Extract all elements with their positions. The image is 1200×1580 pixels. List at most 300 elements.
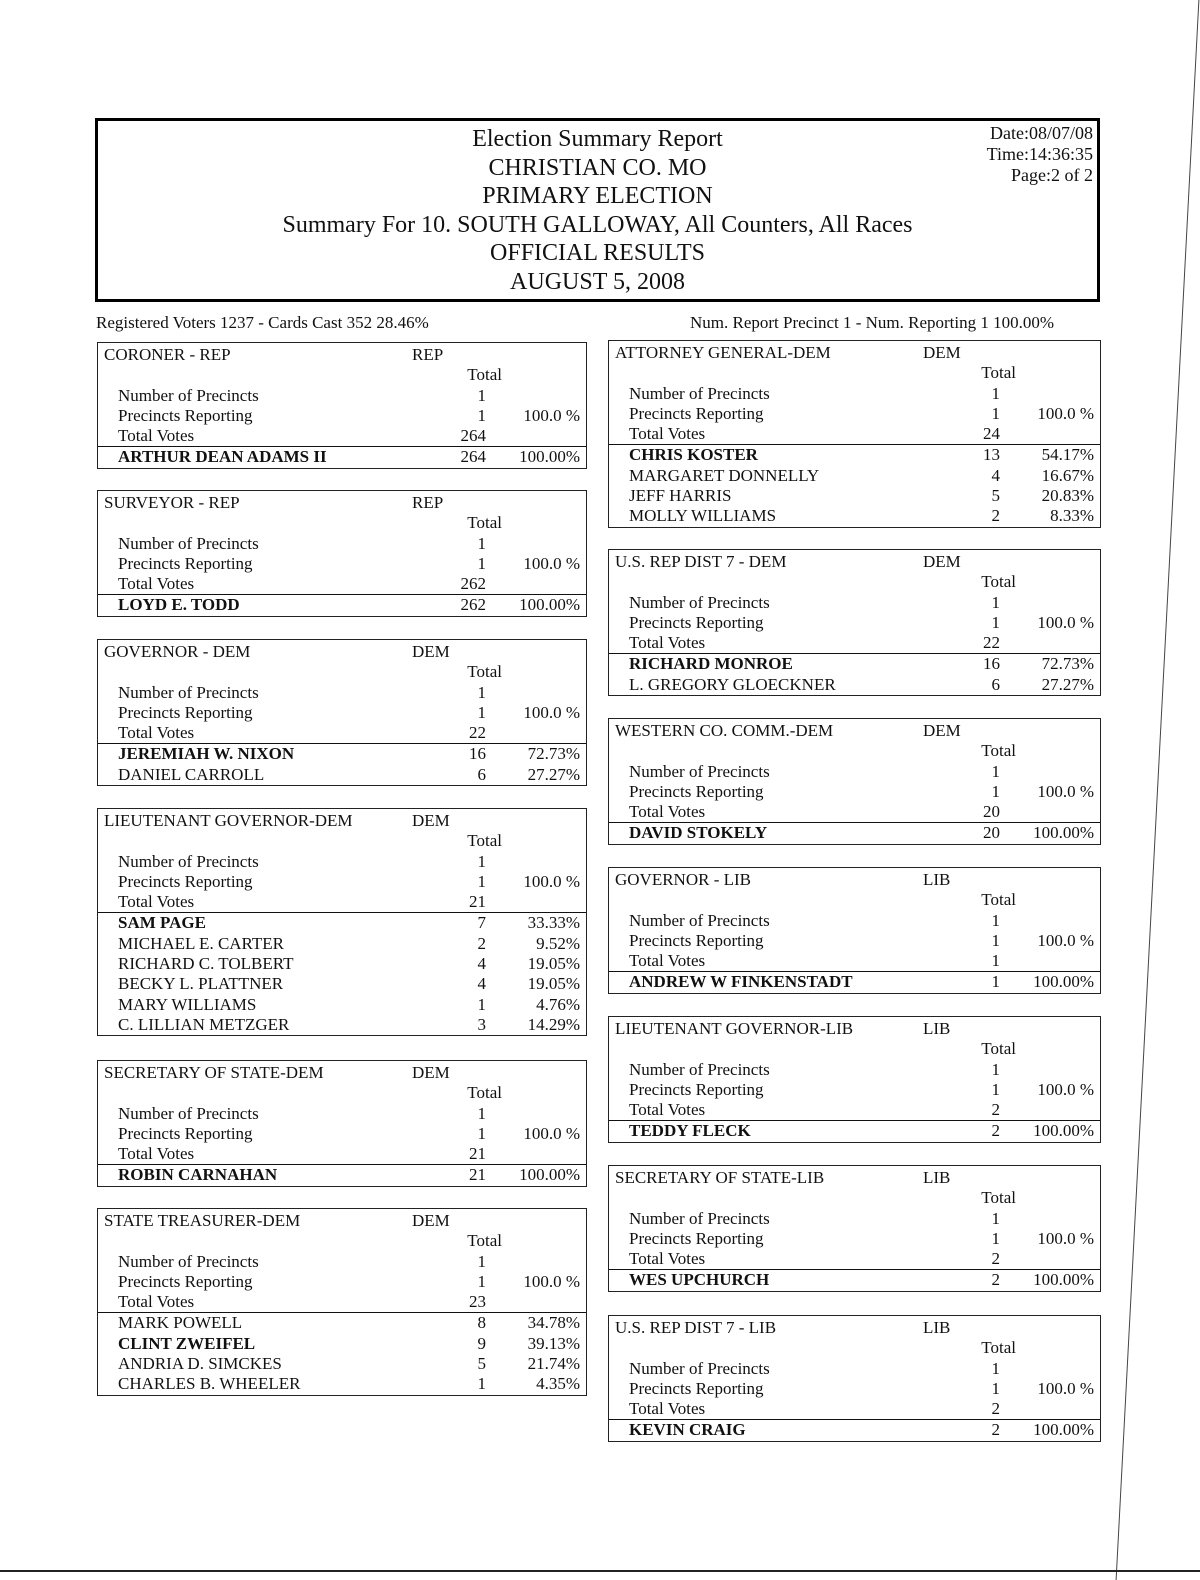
total-column-header: Total xyxy=(981,363,1016,383)
precincts-reporting-percent: 100.0 % xyxy=(523,1271,580,1291)
total-votes-label: Total Votes xyxy=(118,426,195,446)
total-column-header: Total xyxy=(981,1188,1016,1208)
report-title: Election Summary Report xyxy=(472,126,723,152)
number-of-precincts-value: 1 xyxy=(477,533,486,553)
number-of-precincts-value: 1 xyxy=(477,682,486,702)
candidate-name: ANDRIA D. SIMCKES xyxy=(118,1354,282,1374)
total-votes-value: 1 xyxy=(991,951,1000,971)
race-title: LIEUTENANT GOVERNOR-LIB xyxy=(615,1019,854,1038)
race-box xyxy=(97,490,587,617)
number-of-precincts-value: 1 xyxy=(991,383,1000,403)
race-row xyxy=(609,1399,1100,1419)
number-of-precincts-value: 1 xyxy=(991,761,1000,781)
candidate-percent: 100.00% xyxy=(1033,1270,1094,1290)
precincts-reporting-percent: 100.0 % xyxy=(1037,930,1094,950)
candidate-votes: 6 xyxy=(477,764,486,784)
total-votes-label: Total Votes xyxy=(629,802,706,822)
race-party: REP xyxy=(412,493,444,512)
number-of-precincts-label: Number of Precincts xyxy=(629,910,770,930)
candidate-percent: 27.27% xyxy=(1041,674,1094,694)
race-title: STATE TREASURER-DEM xyxy=(104,1211,301,1230)
candidate-name: DANIEL CARROLL xyxy=(118,764,265,784)
number-of-precincts-label: Number of Precincts xyxy=(629,1358,770,1378)
race-box xyxy=(608,867,1101,994)
race-row xyxy=(609,1318,1100,1338)
report-page: Page:2 of 2 xyxy=(1011,165,1093,185)
candidate-votes: 4 xyxy=(991,465,1000,485)
race-title: U.S. REP DIST 7 - DEM xyxy=(615,552,787,571)
candidate-percent: 100.00% xyxy=(519,595,580,615)
race-row xyxy=(609,1379,1100,1399)
total-votes-value: 2 xyxy=(991,1249,1000,1269)
precincts-reporting-label: Precincts Reporting xyxy=(629,612,764,632)
bottom-rule xyxy=(0,1570,1200,1572)
total-column-header: Total xyxy=(981,890,1016,910)
race-party: DEM xyxy=(412,1063,450,1082)
race-row xyxy=(98,534,586,554)
total-votes-value: 262 xyxy=(460,574,486,594)
race-row xyxy=(609,593,1100,613)
candidate-row xyxy=(98,446,586,467)
precincts-reporting-label: Precincts Reporting xyxy=(629,403,764,423)
total-votes-value: 22 xyxy=(469,723,486,743)
candidate-row xyxy=(609,653,1100,674)
race-row xyxy=(98,386,586,406)
candidate-row xyxy=(98,1015,586,1035)
race-row xyxy=(609,1359,1100,1379)
race-box xyxy=(608,1315,1101,1442)
candidate-name: MOLLY WILLIAMS xyxy=(629,506,777,526)
number-of-precincts-value: 1 xyxy=(991,1208,1000,1228)
candidate-votes: 5 xyxy=(477,1354,486,1374)
candidate-votes: 2 xyxy=(991,506,1000,526)
race-row xyxy=(98,345,586,365)
total-column-header: Total xyxy=(467,831,502,851)
race-title: LIEUTENANT GOVERNOR-DEM xyxy=(104,811,353,830)
race-title: WESTERN CO. COMM.-DEM xyxy=(615,721,834,740)
candidate-row xyxy=(609,506,1100,526)
race-row xyxy=(609,1100,1100,1120)
total-votes-value: 21 xyxy=(469,892,486,912)
race-row xyxy=(98,683,586,703)
candidate-row xyxy=(98,1374,586,1394)
candidate-row xyxy=(609,1269,1100,1290)
race-row xyxy=(98,662,586,682)
race-row xyxy=(98,892,586,912)
total-votes-label: Total Votes xyxy=(629,633,706,653)
candidate-votes: 21 xyxy=(469,1165,486,1185)
precincts-reporting-value: 1 xyxy=(991,612,1000,632)
race-row xyxy=(98,831,586,851)
candidate-votes: 4 xyxy=(477,974,486,994)
candidate-percent: 100.00% xyxy=(1033,1121,1094,1141)
candidate-name: MARK POWELL xyxy=(118,1313,243,1333)
number-of-precincts-label: Number of Precincts xyxy=(118,1103,259,1123)
total-votes-value: 264 xyxy=(460,426,486,446)
candidate-votes: 8 xyxy=(477,1313,486,1333)
total-votes-label: Total Votes xyxy=(118,1144,195,1164)
race-title: SURVEYOR - REP xyxy=(104,493,240,512)
total-column-header: Total xyxy=(467,1083,502,1103)
candidate-name: TEDDY FLECK xyxy=(629,1121,751,1141)
race-party: DEM xyxy=(923,721,961,740)
candidate-name: RICHARD MONROE xyxy=(629,654,793,674)
total-votes-label: Total Votes xyxy=(629,424,706,444)
race-row xyxy=(609,613,1100,633)
number-of-precincts-label: Number of Precincts xyxy=(629,592,770,612)
precincts-reporting-label: Precincts Reporting xyxy=(118,871,253,891)
candidate-name: ROBIN CARNAHAN xyxy=(118,1165,278,1185)
report-meta xyxy=(987,123,1093,186)
total-votes-label: Total Votes xyxy=(629,951,706,971)
number-of-precincts-value: 1 xyxy=(477,1251,486,1271)
race-row xyxy=(609,1229,1100,1249)
race-row xyxy=(609,1209,1100,1229)
race-row xyxy=(609,762,1100,782)
candidate-votes: 4 xyxy=(477,954,486,974)
candidate-name: CLINT ZWEIFEL xyxy=(118,1333,256,1353)
candidate-name: DAVID STOKELY xyxy=(629,823,768,843)
candidate-name: MARGARET DONNELLY xyxy=(629,465,820,485)
candidate-row xyxy=(609,971,1100,992)
number-of-precincts-label: Number of Precincts xyxy=(118,682,259,702)
election-date: AUGUST 5, 2008 xyxy=(510,268,685,295)
race-title: CORONER - REP xyxy=(104,345,231,364)
total-column-header: Total xyxy=(981,741,1016,761)
candidate-percent: 19.05% xyxy=(527,954,580,974)
total-votes-value: 21 xyxy=(469,1144,486,1164)
precincts-reporting-percent: 100.0 % xyxy=(1037,612,1094,632)
precincts-reporting-value: 1 xyxy=(991,930,1000,950)
candidate-name: JEREMIAH W. NIXON xyxy=(118,744,295,764)
precincts-reporting-label: Precincts Reporting xyxy=(118,405,253,425)
candidate-row xyxy=(609,1419,1100,1440)
candidate-percent: 20.83% xyxy=(1041,486,1094,506)
candidate-votes: 262 xyxy=(460,595,486,615)
race-title: ATTORNEY GENERAL-DEM xyxy=(615,343,831,362)
candidate-percent: 33.33% xyxy=(527,913,580,933)
number-of-precincts-value: 1 xyxy=(477,385,486,405)
candidate-votes: 2 xyxy=(991,1270,1000,1290)
candidate-row xyxy=(609,466,1100,486)
race-row xyxy=(98,513,586,533)
candidate-row xyxy=(98,765,586,785)
race-party: DEM xyxy=(412,642,450,661)
race-row xyxy=(609,1188,1100,1208)
race-row xyxy=(609,384,1100,404)
race-row xyxy=(609,802,1100,822)
race-row xyxy=(98,703,586,723)
total-votes-label: Total Votes xyxy=(118,723,195,743)
race-row xyxy=(609,931,1100,951)
total-column-header: Total xyxy=(981,572,1016,592)
number-of-precincts-label: Number of Precincts xyxy=(118,533,259,553)
race-row xyxy=(98,852,586,872)
total-votes-value: 2 xyxy=(991,1399,1000,1419)
total-votes-label: Total Votes xyxy=(629,1249,706,1269)
candidate-row xyxy=(609,822,1100,843)
total-votes-label: Total Votes xyxy=(118,892,195,912)
race-row xyxy=(98,811,586,831)
race-row xyxy=(98,493,586,513)
precincts-reporting-label: Precincts Reporting xyxy=(629,1378,764,1398)
candidate-name: BECKY L. PLATTNER xyxy=(118,974,284,994)
total-votes-value: 2 xyxy=(991,1100,1000,1120)
total-votes-label: Total Votes xyxy=(629,1399,706,1419)
race-row xyxy=(98,365,586,385)
race-party: DEM xyxy=(412,1211,450,1230)
candidate-name: JEFF HARRIS xyxy=(629,486,732,506)
precincts-reporting-value: 1 xyxy=(991,1079,1000,1099)
report-date: Date:08/07/08 xyxy=(990,123,1093,143)
race-party: DEM xyxy=(923,343,961,362)
total-column-header: Total xyxy=(467,662,502,682)
candidate-percent: 34.78% xyxy=(527,1313,580,1333)
precincts-reporting-label: Precincts Reporting xyxy=(118,1123,253,1143)
race-row xyxy=(98,1252,586,1272)
precincts-reporting-percent: 100.0 % xyxy=(523,702,580,722)
candidate-percent: 16.67% xyxy=(1041,465,1094,485)
race-box xyxy=(608,549,1101,696)
race-row xyxy=(609,363,1100,383)
number-of-precincts-label: Number of Precincts xyxy=(118,385,259,405)
candidate-row xyxy=(609,444,1100,465)
race-row xyxy=(98,554,586,574)
number-of-precincts-value: 1 xyxy=(991,1059,1000,1079)
candidate-name: MICHAEL E. CARTER xyxy=(118,933,284,953)
candidate-row xyxy=(98,1354,586,1374)
candidate-name: KEVIN CRAIG xyxy=(629,1420,746,1440)
candidate-percent: 100.00% xyxy=(1033,1420,1094,1440)
candidate-percent: 14.29% xyxy=(527,1014,580,1034)
candidate-votes: 1 xyxy=(991,972,1000,992)
total-votes-value: 20 xyxy=(983,802,1000,822)
results-status: OFFICIAL RESULTS xyxy=(490,240,705,266)
report-title-block xyxy=(98,125,1097,296)
precincts-reporting-percent: 100.0 % xyxy=(523,871,580,891)
candidate-name: RICHARD C. TOLBERT xyxy=(118,954,294,974)
precincts-reporting-label: Precincts Reporting xyxy=(629,781,764,801)
race-box xyxy=(97,1208,587,1396)
race-row xyxy=(98,426,586,446)
candidate-votes: 2 xyxy=(991,1121,1000,1141)
precincts-reporting-value: 1 xyxy=(477,553,486,573)
election-type: PRIMARY ELECTION xyxy=(482,183,713,209)
candidate-percent: 72.73% xyxy=(527,744,580,764)
total-votes-label: Total Votes xyxy=(629,1100,706,1120)
race-row xyxy=(98,406,586,426)
race-party: LIB xyxy=(923,1019,951,1038)
candidate-votes: 20 xyxy=(983,823,1000,843)
race-row xyxy=(609,633,1100,653)
race-title: U.S. REP DIST 7 - LIB xyxy=(615,1318,777,1337)
precincts-reporting-percent: 100.0 % xyxy=(523,1123,580,1143)
race-row xyxy=(98,723,586,743)
race-row xyxy=(98,1104,586,1124)
candidate-percent: 100.00% xyxy=(519,447,580,467)
race-title: GOVERNOR - DEM xyxy=(104,642,251,661)
candidate-row xyxy=(98,995,586,1015)
race-row xyxy=(609,782,1100,802)
candidate-row xyxy=(98,1334,586,1354)
race-row xyxy=(609,911,1100,931)
precincts-reporting-value: 1 xyxy=(477,405,486,425)
race-row xyxy=(98,872,586,892)
candidate-votes: 264 xyxy=(460,447,486,467)
total-column-header: Total xyxy=(467,365,502,385)
candidate-percent: 4.76% xyxy=(536,994,580,1014)
total-column-header: Total xyxy=(981,1338,1016,1358)
candidate-percent: 27.27% xyxy=(527,764,580,784)
precincts-reporting-value: 1 xyxy=(991,1378,1000,1398)
precincts-reporting-label: Precincts Reporting xyxy=(629,930,764,950)
candidate-row xyxy=(98,912,586,933)
race-row xyxy=(609,741,1100,761)
candidate-percent: 100.00% xyxy=(1033,972,1094,992)
report-header xyxy=(95,118,1100,302)
race-box xyxy=(608,340,1101,528)
candidate-votes: 3 xyxy=(477,1014,486,1034)
candidate-percent: 8.33% xyxy=(1050,506,1094,526)
race-row xyxy=(98,1231,586,1251)
race-row xyxy=(98,1211,586,1231)
registered-voters-summary: Registered Voters 1237 - Cards Cast 352 28.46% xyxy=(96,313,429,332)
candidate-votes: 2 xyxy=(477,933,486,953)
candidate-row xyxy=(98,1312,586,1333)
candidate-row xyxy=(609,675,1100,695)
race-row xyxy=(98,1144,586,1164)
race-row xyxy=(609,552,1100,572)
race-title: SECRETARY OF STATE-DEM xyxy=(104,1063,324,1082)
race-row xyxy=(609,343,1100,363)
race-row xyxy=(609,1338,1100,1358)
precincts-reporting-label: Precincts Reporting xyxy=(118,1271,253,1291)
precincts-reporting-label: Precincts Reporting xyxy=(629,1079,764,1099)
race-row xyxy=(98,1292,586,1312)
candidate-name: ARTHUR DEAN ADAMS II xyxy=(118,447,327,467)
race-row xyxy=(609,404,1100,424)
precincts-reporting-label: Precincts Reporting xyxy=(629,1228,764,1248)
total-column-header: Total xyxy=(467,513,502,533)
candidate-row xyxy=(609,486,1100,506)
precinct-reporting-summary: Num. Report Precinct 1 - Num. Reporting 1 100.00% xyxy=(690,313,1055,332)
candidate-votes: 7 xyxy=(477,913,486,933)
race-row xyxy=(609,1080,1100,1100)
race-box xyxy=(97,342,587,469)
precincts-reporting-percent: 100.0 % xyxy=(1037,403,1094,423)
race-party: REP xyxy=(412,345,444,364)
precincts-reporting-value: 1 xyxy=(991,781,1000,801)
race-row xyxy=(609,1019,1100,1039)
race-row xyxy=(98,1083,586,1103)
number-of-precincts-label: Number of Precincts xyxy=(629,383,770,403)
candidate-votes: 9 xyxy=(477,1333,486,1353)
precincts-reporting-percent: 100.0 % xyxy=(523,405,580,425)
race-row xyxy=(609,870,1100,890)
precincts-reporting-value: 1 xyxy=(477,1123,486,1143)
total-column-header: Total xyxy=(467,1231,502,1251)
number-of-precincts-value: 1 xyxy=(991,592,1000,612)
candidate-percent: 72.73% xyxy=(1041,654,1094,674)
report-time: Time:14:36:35 xyxy=(986,144,1093,164)
race-row xyxy=(609,1039,1100,1059)
number-of-precincts-label: Number of Precincts xyxy=(629,761,770,781)
candidate-percent: 19.05% xyxy=(527,974,580,994)
race-row xyxy=(609,424,1100,444)
number-of-precincts-label: Number of Precincts xyxy=(118,851,259,871)
precincts-reporting-label: Precincts Reporting xyxy=(118,702,253,722)
number-of-precincts-value: 1 xyxy=(991,1358,1000,1378)
candidate-row xyxy=(98,954,586,974)
total-votes-value: 24 xyxy=(983,424,1000,444)
precincts-reporting-percent: 100.0 % xyxy=(1037,781,1094,801)
race-party: DEM xyxy=(923,552,961,571)
precincts-reporting-label: Precincts Reporting xyxy=(118,553,253,573)
race-party: LIB xyxy=(923,870,951,889)
number-of-precincts-label: Number of Precincts xyxy=(629,1208,770,1228)
candidate-row xyxy=(609,1120,1100,1141)
candidate-percent: 4.35% xyxy=(536,1374,580,1394)
candidate-votes: 16 xyxy=(983,654,1000,674)
candidate-percent: 39.13% xyxy=(527,1333,580,1353)
race-row xyxy=(609,721,1100,741)
candidate-votes: 1 xyxy=(477,994,486,1014)
candidate-row xyxy=(98,1164,586,1185)
race-box xyxy=(97,1060,587,1187)
candidate-percent: 100.00% xyxy=(519,1165,580,1185)
race-row xyxy=(98,1124,586,1144)
candidate-votes: 13 xyxy=(983,445,1000,465)
precincts-reporting-value: 1 xyxy=(477,1271,486,1291)
candidate-name: CHARLES B. WHEELER xyxy=(118,1374,301,1394)
race-row xyxy=(98,574,586,594)
candidate-votes: 2 xyxy=(991,1420,1000,1440)
precincts-reporting-percent: 100.0 % xyxy=(1037,1228,1094,1248)
race-row xyxy=(98,1063,586,1083)
candidate-name: CHRIS KOSTER xyxy=(629,445,758,465)
race-row xyxy=(609,890,1100,910)
race-party: LIB xyxy=(923,1168,951,1187)
candidate-row xyxy=(98,974,586,994)
race-party: DEM xyxy=(412,811,450,830)
number-of-precincts-value: 1 xyxy=(991,910,1000,930)
precincts-reporting-percent: 100.0 % xyxy=(523,553,580,573)
candidate-name: ANDREW W FINKENSTADT xyxy=(629,972,853,992)
candidate-row xyxy=(98,594,586,615)
county-name: CHRISTIAN CO. MO xyxy=(488,154,707,181)
race-row xyxy=(609,1168,1100,1188)
race-box xyxy=(608,1165,1101,1292)
precincts-reporting-value: 1 xyxy=(477,702,486,722)
race-party: LIB xyxy=(923,1318,951,1337)
precincts-reporting-value: 1 xyxy=(991,403,1000,423)
race-box xyxy=(97,808,587,1036)
candidate-votes: 1 xyxy=(477,1374,486,1394)
race-title: GOVERNOR - LIB xyxy=(615,870,751,889)
precincts-reporting-value: 1 xyxy=(991,1228,1000,1248)
race-row xyxy=(609,572,1100,592)
total-votes-label: Total Votes xyxy=(118,1292,195,1312)
race-title: SECRETARY OF STATE-LIB xyxy=(615,1168,825,1187)
race-row xyxy=(98,642,586,662)
candidate-votes: 6 xyxy=(991,674,1000,694)
candidate-votes: 5 xyxy=(991,486,1000,506)
page-edge xyxy=(1116,0,1200,1580)
number-of-precincts-label: Number of Precincts xyxy=(629,1059,770,1079)
candidate-percent: 100.00% xyxy=(1033,823,1094,843)
number-of-precincts-label: Number of Precincts xyxy=(118,1251,259,1271)
race-box xyxy=(608,1016,1101,1143)
